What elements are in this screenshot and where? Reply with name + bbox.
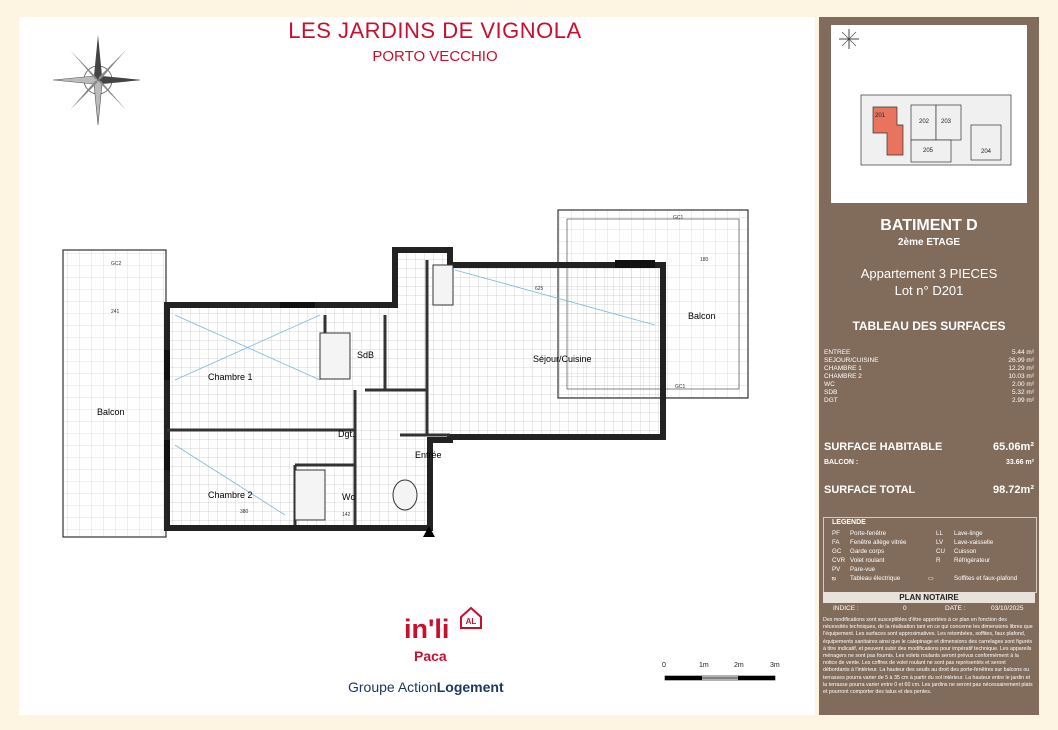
legend-text: Porte-fenêtre [850,530,887,537]
surface-label: SEJOUR/CUISINE [824,357,879,364]
surface-value: 26.99 m² [1008,357,1034,364]
scale-label-3: 3m [770,662,780,669]
legend-abbr: LV [936,539,944,546]
house-badge-icon [458,606,484,630]
surface-label: ENTREE [824,349,851,356]
legend-text: Réfrigérateur [954,557,991,564]
legend-abbr: FA [832,539,840,546]
legend-text: Tableau électrique [850,575,901,582]
lot-number: Lot n° D201 [894,283,964,298]
legend-title: LEGENDE [832,519,866,526]
dim-380: 380 [240,509,249,515]
surfaces-table [824,349,1034,405]
surface-label: WC [824,381,835,388]
keyplan-unit-205: 205 [923,148,934,154]
legend-item [936,557,990,564]
legend-text: Lave-linge [954,530,983,537]
surface-value: 10.03 m² [1008,373,1034,380]
logo-badge-text: AL [465,617,477,626]
keyplan-unit-204: 204 [981,149,992,155]
surface-value: 12.29 m² [1008,365,1034,372]
surface-label: DGT [824,397,838,404]
surface-habitable [824,441,1034,453]
info-panel [819,17,1039,715]
keyplan-unit-202: 202 [919,119,930,125]
surface-label: SDB [824,389,838,396]
date-label: DATE : [945,605,966,612]
room-sdb: SdB [357,350,375,360]
surfaces-title: TABLEAU DES SURFACES [852,319,1006,333]
surface-value: 5.32 m² [1011,389,1034,396]
balcon-value: 33.66 m² [1005,459,1034,466]
total-value: 98.72m² [993,484,1034,496]
legend-item [832,530,886,537]
compass-rose-icon [40,30,140,130]
legend-abbr: CU [936,548,945,555]
surface-row [824,357,1034,365]
legend-text: Volet roulant [850,557,885,564]
legend-box [823,517,1037,593]
balcon-label: BALCON : [824,459,859,466]
surface-label: CHAMBRE 2 [824,373,862,380]
keyplan-compass-icon [839,29,859,49]
surface-row [824,349,1034,357]
key-plan [831,25,1027,203]
legend-abbr: PV [832,566,841,573]
legend-item [832,548,884,555]
legend-abbr: LL [936,530,943,537]
keyplan-unit-201: 201 [875,113,886,119]
soffit-icon: ▭ [928,575,934,582]
scale-label-1: 1m [699,662,709,669]
legend-item [928,575,1017,582]
label-gc2: GC2 [111,261,122,267]
indice-value: 0 [903,605,907,612]
logo-group-suffix: Logement [436,679,504,695]
legend-text: Lave-vaisselle [954,539,994,546]
dim-142: 142 [342,512,351,518]
room-wc: Wc [342,492,355,502]
legend-text: Soffites et faux-plafond [954,575,1018,582]
surface-value: 5.44 m² [1011,349,1034,356]
legend-item [936,548,976,555]
legend-text: Garde corps [850,548,885,555]
scale-label-0: 0 [662,662,666,669]
room-chambre-2: Chambre 2 [208,490,253,500]
label-gc1-top: GC1 [673,215,684,221]
keyplan-unit-203: 203 [941,119,952,125]
surface-row [824,365,1034,373]
balcony-left [63,250,166,537]
project-title: LES JARDINS DE VIGNOLA [288,18,582,43]
plan-notaire-meta [823,605,1035,614]
surface-value: 2.00 m² [1011,381,1034,388]
legend-abbr: PF [832,530,840,537]
surface-value: 2.99 m² [1011,397,1034,404]
legend-text: Fenêtre allège vitrée [850,539,907,546]
building-name: BATIMENT D [880,217,978,234]
dim-180: 180 [700,257,709,263]
surface-row [824,373,1034,381]
surface-total [824,484,1034,496]
habitable-label: SURFACE HABITABLE [824,441,943,453]
room-balcon-right: Balcon [688,311,716,321]
legend-abbr: R [936,557,941,564]
plan-notaire-title: PLAN NOTAIRE [823,592,1035,603]
legend-item [832,557,884,564]
electrical-panel-icon: ⧅ [832,575,836,582]
room-sejour: Séjour/Cuisine [533,354,592,364]
legend-abbr: CVR [832,557,846,564]
logo-brand: in'li [404,614,450,644]
logo-group-prefix: Groupe Action [348,679,437,695]
date-value: 03/10/2025 [991,605,1024,612]
legend-item [832,539,906,546]
total-label: SURFACE TOTAL [824,484,916,496]
legend-abbr: GC [832,548,842,555]
dim-625: 625 [535,286,544,292]
disclaimer-text: Des modifications sont susceptibles d'être apportées à ce plan en fonction des nécessités techniques, de la réalisation tant en ce qui concerne les dimensions libres que l'équipement. Les surfaces sont approximatives. Les retombées, soffites, faux plafond, équipements sanitaires ainsi que le calepinage et dimensions des carrelages sont figurés à titre indicatif, et peuvent subir des modifications pour impératif technique. Les appareils ménagers ne sont pas fournis. Les volets roulants seront prévus conformément à la notice de vente. Les coffres de volet roulant ne sont pas représentés et seront débordants à l'intérieur. La hauteur des seuils au droit des porte-fenêtres sur balcons ou terrasses pourra varier de 5 à 35 cm à partir du sol intérieur. La hauteur entre le jardin et la terrasse pourra varier entre 0 et 60 cm. Les jardins ne seront pas nécessairement plats et pourront comporter des talus et des pentes. [823,617,1033,696]
logo-region: Paca [414,648,447,664]
inli-logo [348,606,528,706]
legend-text: Cuisson [954,548,977,555]
legend-item [936,530,983,537]
legend-item [832,575,900,583]
floor-plan [55,205,755,545]
room-entree: Entrée [415,450,442,460]
surface-row [824,389,1034,397]
legend-item [832,566,875,573]
dim-241: 241 [111,309,120,315]
surface-label: CHAMBRE 1 [824,365,862,372]
scale-bar [662,662,782,686]
habitable-value: 65.06m² [993,441,1034,453]
room-balcon-left: Balcon [97,407,125,417]
room-dgt: Dgt. [338,429,355,439]
indice-label: INDICE : [833,605,859,612]
surface-row [824,397,1034,405]
scale-label-2: 2m [734,662,744,669]
surface-balcon [824,459,1034,466]
legend-text: Pare-vue [850,566,876,573]
building-floor: 2ème ETAGE [897,237,961,248]
legend-item [936,539,993,546]
room-chambre-1: Chambre 1 [208,372,253,382]
apartment-type: Appartement 3 PIECES [860,266,998,281]
logo-group [348,679,504,695]
label-gc1-bottom: GC1 [675,384,686,390]
project-location: PORTO VECCHIO [372,48,498,65]
surface-row [824,381,1034,389]
